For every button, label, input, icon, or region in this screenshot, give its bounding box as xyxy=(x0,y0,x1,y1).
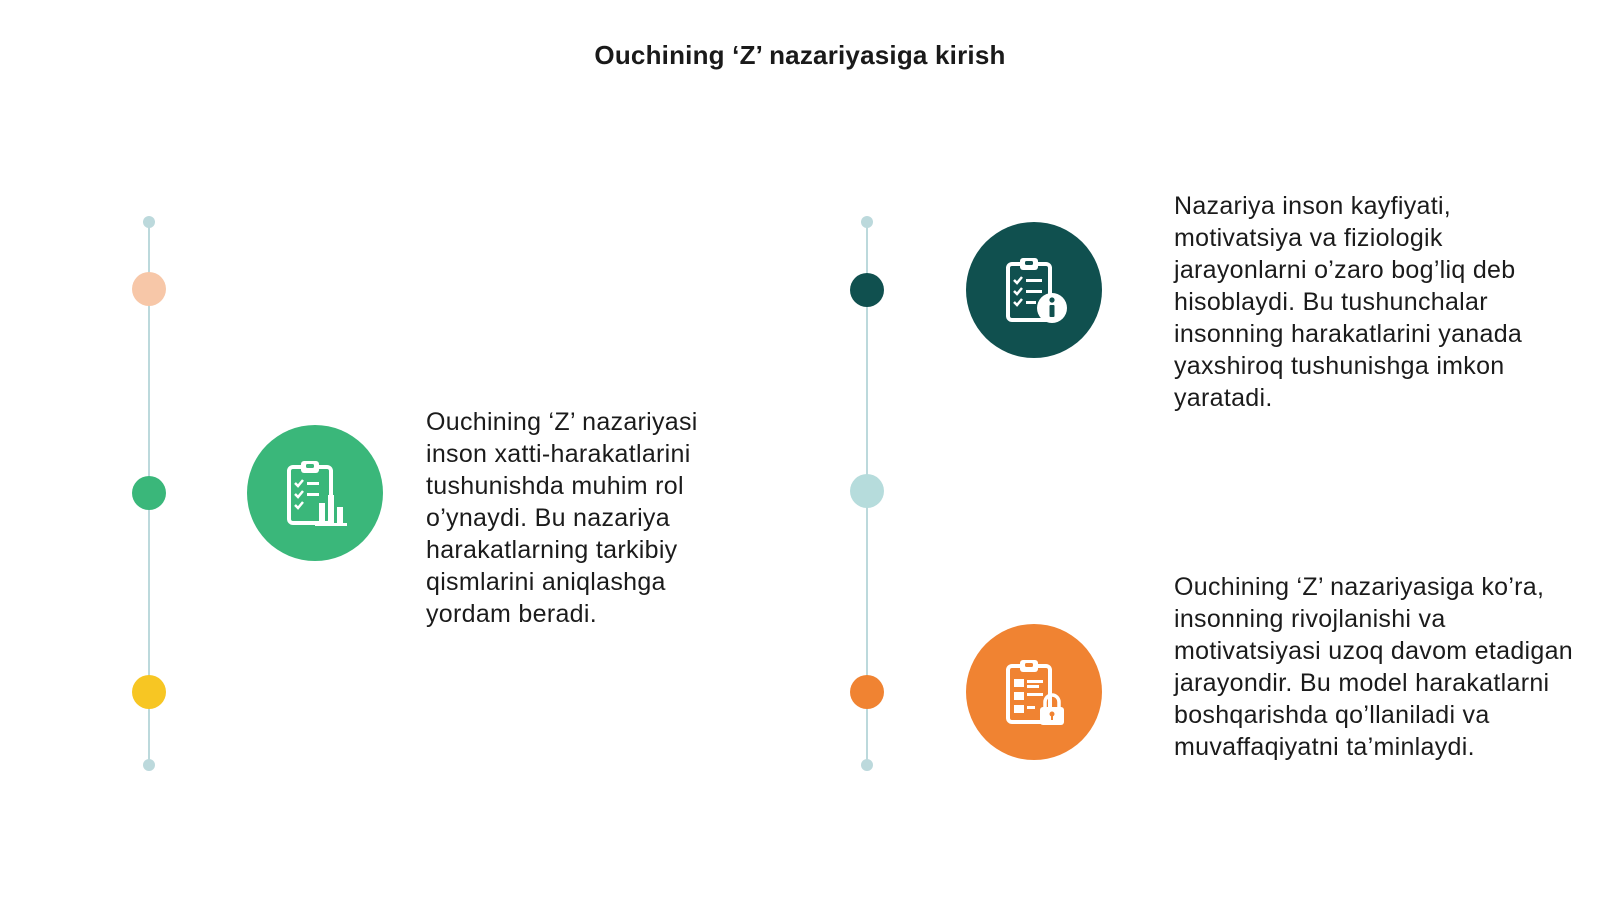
timeline-dot-yellow xyxy=(132,675,166,709)
page-title: Ouchining ‘Z’ nazariyasiga kirish xyxy=(594,40,1006,70)
icon-circle-green xyxy=(247,425,383,561)
timeline-cap-top-right xyxy=(861,216,873,228)
timeline-cap-top-left xyxy=(143,216,155,228)
timeline-dot-peach xyxy=(132,272,166,306)
item-text-2: Nazariya inson kayfiyati, motivatsiya va fiziologik jarayonlarni o’zaro bog’liq deb hisoblaydi. Bu tushunchalar insonning harakatlarini yanada yaxshiroq tushunishga imkon yaratadi. xyxy=(1174,192,1523,412)
clipboard-lock-icon xyxy=(994,652,1074,732)
item-text-3: Ouchining ‘Z’ nazariyasiga ko’ra, insonning rivojlanishi va motivatsiyasi uzoq davom etadigan jarayondir. Bu model harakatlarni boshqarishda qo’llaniladi va muvaffaqiyatni ta’minlaydi. xyxy=(1174,573,1573,761)
timeline-cap-bottom-left xyxy=(143,759,155,771)
icon-circle-orange xyxy=(966,624,1102,760)
timeline-dot-green xyxy=(132,476,166,510)
timeline-dot-orange xyxy=(850,675,884,709)
icon-circle-dark-teal xyxy=(966,222,1102,358)
timeline-dot-light-teal xyxy=(850,474,884,508)
clipboard-chart-icon xyxy=(275,453,355,533)
timeline-dot-dark-teal xyxy=(850,273,884,307)
clipboard-info-icon xyxy=(994,250,1074,330)
timeline-cap-bottom-right xyxy=(861,759,873,771)
item-text-1: Ouchining ‘Z’ nazariyasi inson xatti-harakatlarini tushunishda muhim rol o’ynaydi. Bu nazariya harakatlarning tarkibiy qismlarini aniqlashga yordam beradi. xyxy=(426,408,698,628)
